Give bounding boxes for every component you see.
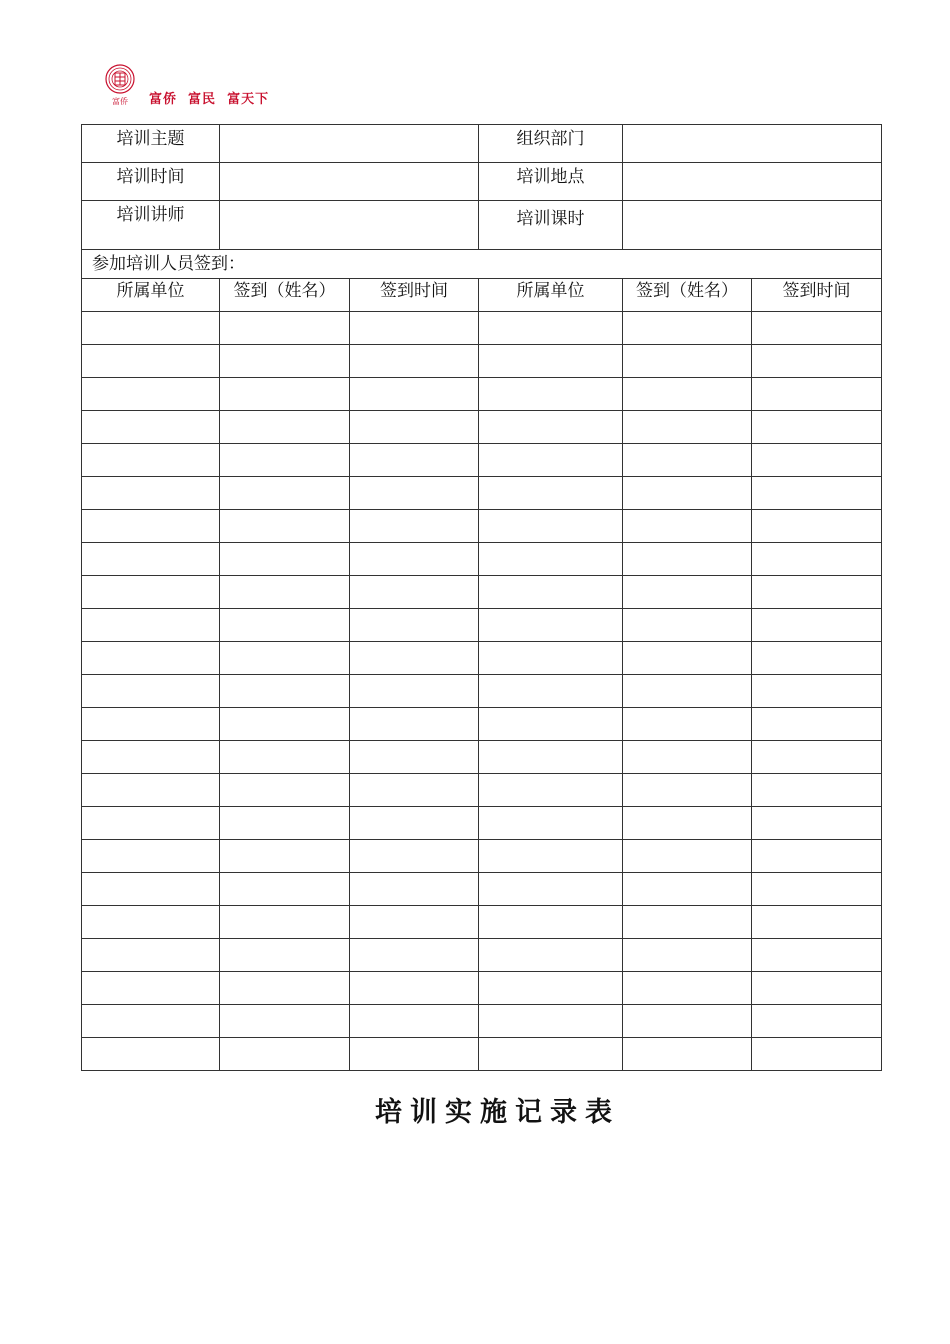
unit-cell[interactable] xyxy=(82,1005,220,1038)
signature-cell[interactable] xyxy=(623,411,752,444)
signature-cell[interactable] xyxy=(623,378,752,411)
signin-time-cell[interactable] xyxy=(350,807,479,840)
unit-cell[interactable] xyxy=(479,675,623,708)
table-row xyxy=(82,972,882,1005)
table-row xyxy=(82,642,882,675)
signature-cell[interactable] xyxy=(623,675,752,708)
signin-time-cell[interactable] xyxy=(752,477,882,510)
signature-cell[interactable] xyxy=(623,807,752,840)
fuqiao-logo-icon xyxy=(103,64,137,108)
unit-cell[interactable] xyxy=(479,972,623,1005)
signin-time-cell[interactable] xyxy=(752,939,882,972)
signature-cell[interactable] xyxy=(220,906,350,939)
unit-cell[interactable] xyxy=(82,939,220,972)
unit-cell[interactable] xyxy=(82,708,220,741)
signin-time-cell[interactable] xyxy=(752,411,882,444)
unit-cell[interactable] xyxy=(479,1005,623,1038)
unit-cell[interactable] xyxy=(479,774,623,807)
signature-cell[interactable] xyxy=(623,1005,752,1038)
signin-time-cell[interactable] xyxy=(350,444,479,477)
time-field[interactable] xyxy=(220,163,479,201)
signature-cell[interactable] xyxy=(220,411,350,444)
table-row xyxy=(82,510,882,543)
column-header-row xyxy=(82,279,882,312)
unit-cell[interactable] xyxy=(82,807,220,840)
unit-cell[interactable] xyxy=(479,510,623,543)
location-field[interactable] xyxy=(623,163,882,201)
signin-time-cell[interactable] xyxy=(752,741,882,774)
signature-cell[interactable] xyxy=(220,675,350,708)
signature-cell[interactable] xyxy=(623,873,752,906)
topic-label: 培训主题 xyxy=(82,125,220,163)
signin-time-cell[interactable] xyxy=(350,477,479,510)
unit-cell[interactable] xyxy=(82,510,220,543)
signin-time-cell[interactable] xyxy=(752,708,882,741)
signin-time-cell[interactable] xyxy=(752,378,882,411)
signin-time-cell[interactable] xyxy=(350,510,479,543)
signature-cell[interactable] xyxy=(220,972,350,1005)
signature-cell[interactable] xyxy=(623,576,752,609)
training-signin-form xyxy=(81,124,882,1071)
signin-time-cell[interactable] xyxy=(752,609,882,642)
signin-time-cell[interactable] xyxy=(752,840,882,873)
table-row xyxy=(82,312,882,345)
signin-time-cell[interactable] xyxy=(752,510,882,543)
info-row-time xyxy=(82,163,882,201)
signin-heading: 参加培训人员签到： xyxy=(82,250,882,279)
unit-cell[interactable] xyxy=(82,972,220,1005)
signin-time-cell[interactable] xyxy=(350,906,479,939)
signature-cell[interactable] xyxy=(220,642,350,675)
unit-cell[interactable] xyxy=(82,345,220,378)
signature-cell[interactable] xyxy=(220,741,350,774)
signature-cell[interactable] xyxy=(623,345,752,378)
signature-cell[interactable] xyxy=(623,774,752,807)
signin-time-cell[interactable] xyxy=(752,345,882,378)
unit-cell[interactable] xyxy=(479,939,623,972)
table-row xyxy=(82,873,882,906)
table-row xyxy=(82,807,882,840)
unit-cell[interactable] xyxy=(82,411,220,444)
signin-time-cell[interactable] xyxy=(752,972,882,1005)
signin-time-cell[interactable] xyxy=(350,576,479,609)
table-row xyxy=(82,1038,882,1071)
signin-time-cell[interactable] xyxy=(350,972,479,1005)
unit-cell[interactable] xyxy=(479,708,623,741)
signature-cell[interactable] xyxy=(220,873,350,906)
column-header-signature: 签到（姓名） xyxy=(220,279,350,312)
column-header-signature: 签到（姓名） xyxy=(623,279,752,312)
department-field[interactable] xyxy=(623,125,882,163)
signature-cell[interactable] xyxy=(623,906,752,939)
signin-time-cell[interactable] xyxy=(350,741,479,774)
signin-time-cell[interactable] xyxy=(350,939,479,972)
signature-cell[interactable] xyxy=(220,345,350,378)
lecturer-label: 培训讲师 xyxy=(82,201,220,250)
hours-label: 培训课时 xyxy=(479,201,623,250)
table-row xyxy=(82,906,882,939)
unit-cell[interactable] xyxy=(479,642,623,675)
signin-time-cell[interactable] xyxy=(752,543,882,576)
table-row xyxy=(82,477,882,510)
signature-cell[interactable] xyxy=(220,1038,350,1071)
unit-cell[interactable] xyxy=(479,807,623,840)
signin-heading-row xyxy=(82,250,882,279)
unit-cell[interactable] xyxy=(82,774,220,807)
unit-cell[interactable] xyxy=(479,873,623,906)
unit-cell[interactable] xyxy=(479,345,623,378)
signature-cell[interactable] xyxy=(220,510,350,543)
signature-cell[interactable] xyxy=(623,312,752,345)
signature-cell[interactable] xyxy=(220,1005,350,1038)
table-row xyxy=(82,741,882,774)
slogan: 富侨 富民 富天下 xyxy=(149,91,270,107)
unit-cell[interactable] xyxy=(82,477,220,510)
signin-time-cell[interactable] xyxy=(752,873,882,906)
hours-field[interactable] xyxy=(623,201,882,250)
signature-cell[interactable] xyxy=(220,609,350,642)
table-row xyxy=(82,576,882,609)
unit-cell[interactable] xyxy=(82,312,220,345)
table-row xyxy=(82,411,882,444)
unit-cell[interactable] xyxy=(479,411,623,444)
signature-cell[interactable] xyxy=(623,642,752,675)
unit-cell[interactable] xyxy=(82,378,220,411)
signature-cell[interactable] xyxy=(220,312,350,345)
unit-cell[interactable] xyxy=(82,543,220,576)
signature-cell[interactable] xyxy=(623,477,752,510)
column-header-unit: 所属单位 xyxy=(479,279,623,312)
signin-time-cell[interactable] xyxy=(350,774,479,807)
column-header-signin-time: 签到时间 xyxy=(752,279,882,312)
location-label: 培训地点 xyxy=(479,163,623,201)
signature-cell[interactable] xyxy=(623,939,752,972)
unit-cell[interactable] xyxy=(82,741,220,774)
signin-time-cell[interactable] xyxy=(752,906,882,939)
signin-time-cell[interactable] xyxy=(350,345,479,378)
time-label: 培训时间 xyxy=(82,163,220,201)
signature-cell[interactable] xyxy=(220,378,350,411)
table-row xyxy=(82,1005,882,1038)
signature-cell[interactable] xyxy=(623,1038,752,1071)
signature-cell[interactable] xyxy=(220,807,350,840)
signin-time-cell[interactable] xyxy=(350,873,479,906)
signin-time-cell[interactable] xyxy=(350,312,479,345)
logo-text: 富侨 xyxy=(112,97,128,106)
unit-cell[interactable] xyxy=(82,675,220,708)
unit-cell[interactable] xyxy=(479,477,623,510)
signin-time-cell[interactable] xyxy=(752,1038,882,1071)
signature-cell[interactable] xyxy=(623,741,752,774)
unit-cell[interactable] xyxy=(82,609,220,642)
signin-time-cell[interactable] xyxy=(350,1038,479,1071)
signature-cell[interactable] xyxy=(623,972,752,1005)
signature-cell[interactable] xyxy=(623,543,752,576)
signature-cell[interactable] xyxy=(220,576,350,609)
table-row xyxy=(82,378,882,411)
signin-time-cell[interactable] xyxy=(350,675,479,708)
signature-cell[interactable] xyxy=(220,708,350,741)
table-row xyxy=(82,939,882,972)
signature-cell[interactable] xyxy=(623,444,752,477)
table-row xyxy=(82,708,882,741)
unit-cell[interactable] xyxy=(479,312,623,345)
signature-cell[interactable] xyxy=(220,477,350,510)
signature-cell[interactable] xyxy=(220,939,350,972)
signin-time-cell[interactable] xyxy=(752,807,882,840)
column-header-unit: 所属单位 xyxy=(82,279,220,312)
signin-time-cell[interactable] xyxy=(752,774,882,807)
signature-cell[interactable] xyxy=(623,510,752,543)
signin-time-cell[interactable] xyxy=(350,411,479,444)
column-header-signin-time: 签到时间 xyxy=(350,279,479,312)
signature-cell[interactable] xyxy=(623,708,752,741)
signin-time-cell[interactable] xyxy=(350,1005,479,1038)
signature-cell[interactable] xyxy=(220,444,350,477)
unit-cell[interactable] xyxy=(479,741,623,774)
unit-cell[interactable] xyxy=(82,576,220,609)
unit-cell[interactable] xyxy=(479,576,623,609)
unit-cell[interactable] xyxy=(479,1038,623,1071)
unit-cell[interactable] xyxy=(479,906,623,939)
table-row xyxy=(82,345,882,378)
lecturer-field[interactable] xyxy=(220,201,479,250)
signin-time-cell[interactable] xyxy=(752,312,882,345)
signature-cell[interactable] xyxy=(220,840,350,873)
signin-time-cell[interactable] xyxy=(752,642,882,675)
signature-cell[interactable] xyxy=(623,840,752,873)
table-row xyxy=(82,609,882,642)
signature-cell[interactable] xyxy=(220,774,350,807)
signin-time-cell[interactable] xyxy=(350,840,479,873)
signin-time-cell[interactable] xyxy=(350,642,479,675)
signin-time-cell[interactable] xyxy=(350,609,479,642)
unit-cell[interactable] xyxy=(82,444,220,477)
department-label: 组织部门 xyxy=(479,125,623,163)
unit-cell[interactable] xyxy=(479,543,623,576)
signature-cell[interactable] xyxy=(220,543,350,576)
signature-cell[interactable] xyxy=(623,609,752,642)
topic-field[interactable] xyxy=(220,125,479,163)
unit-cell[interactable] xyxy=(82,642,220,675)
unit-cell[interactable] xyxy=(479,378,623,411)
signin-time-cell[interactable] xyxy=(350,378,479,411)
unit-cell[interactable] xyxy=(479,609,623,642)
table-row xyxy=(82,675,882,708)
signin-time-cell[interactable] xyxy=(752,1005,882,1038)
signin-time-cell[interactable] xyxy=(752,675,882,708)
info-row-lecturer xyxy=(82,201,882,250)
unit-cell[interactable] xyxy=(82,906,220,939)
unit-cell[interactable] xyxy=(82,840,220,873)
page-header xyxy=(103,64,269,108)
table-row xyxy=(82,543,882,576)
table-row xyxy=(82,840,882,873)
unit-cell[interactable] xyxy=(479,840,623,873)
unit-cell[interactable] xyxy=(479,444,623,477)
unit-cell[interactable] xyxy=(82,873,220,906)
signin-time-cell[interactable] xyxy=(350,543,479,576)
table-row xyxy=(82,444,882,477)
info-row-topic xyxy=(82,125,882,163)
unit-cell[interactable] xyxy=(82,1038,220,1071)
signin-time-cell[interactable] xyxy=(350,708,479,741)
signin-time-cell[interactable] xyxy=(752,444,882,477)
table-row xyxy=(82,774,882,807)
document-title: 培训实施记录表 xyxy=(375,1097,620,1128)
signin-time-cell[interactable] xyxy=(752,576,882,609)
